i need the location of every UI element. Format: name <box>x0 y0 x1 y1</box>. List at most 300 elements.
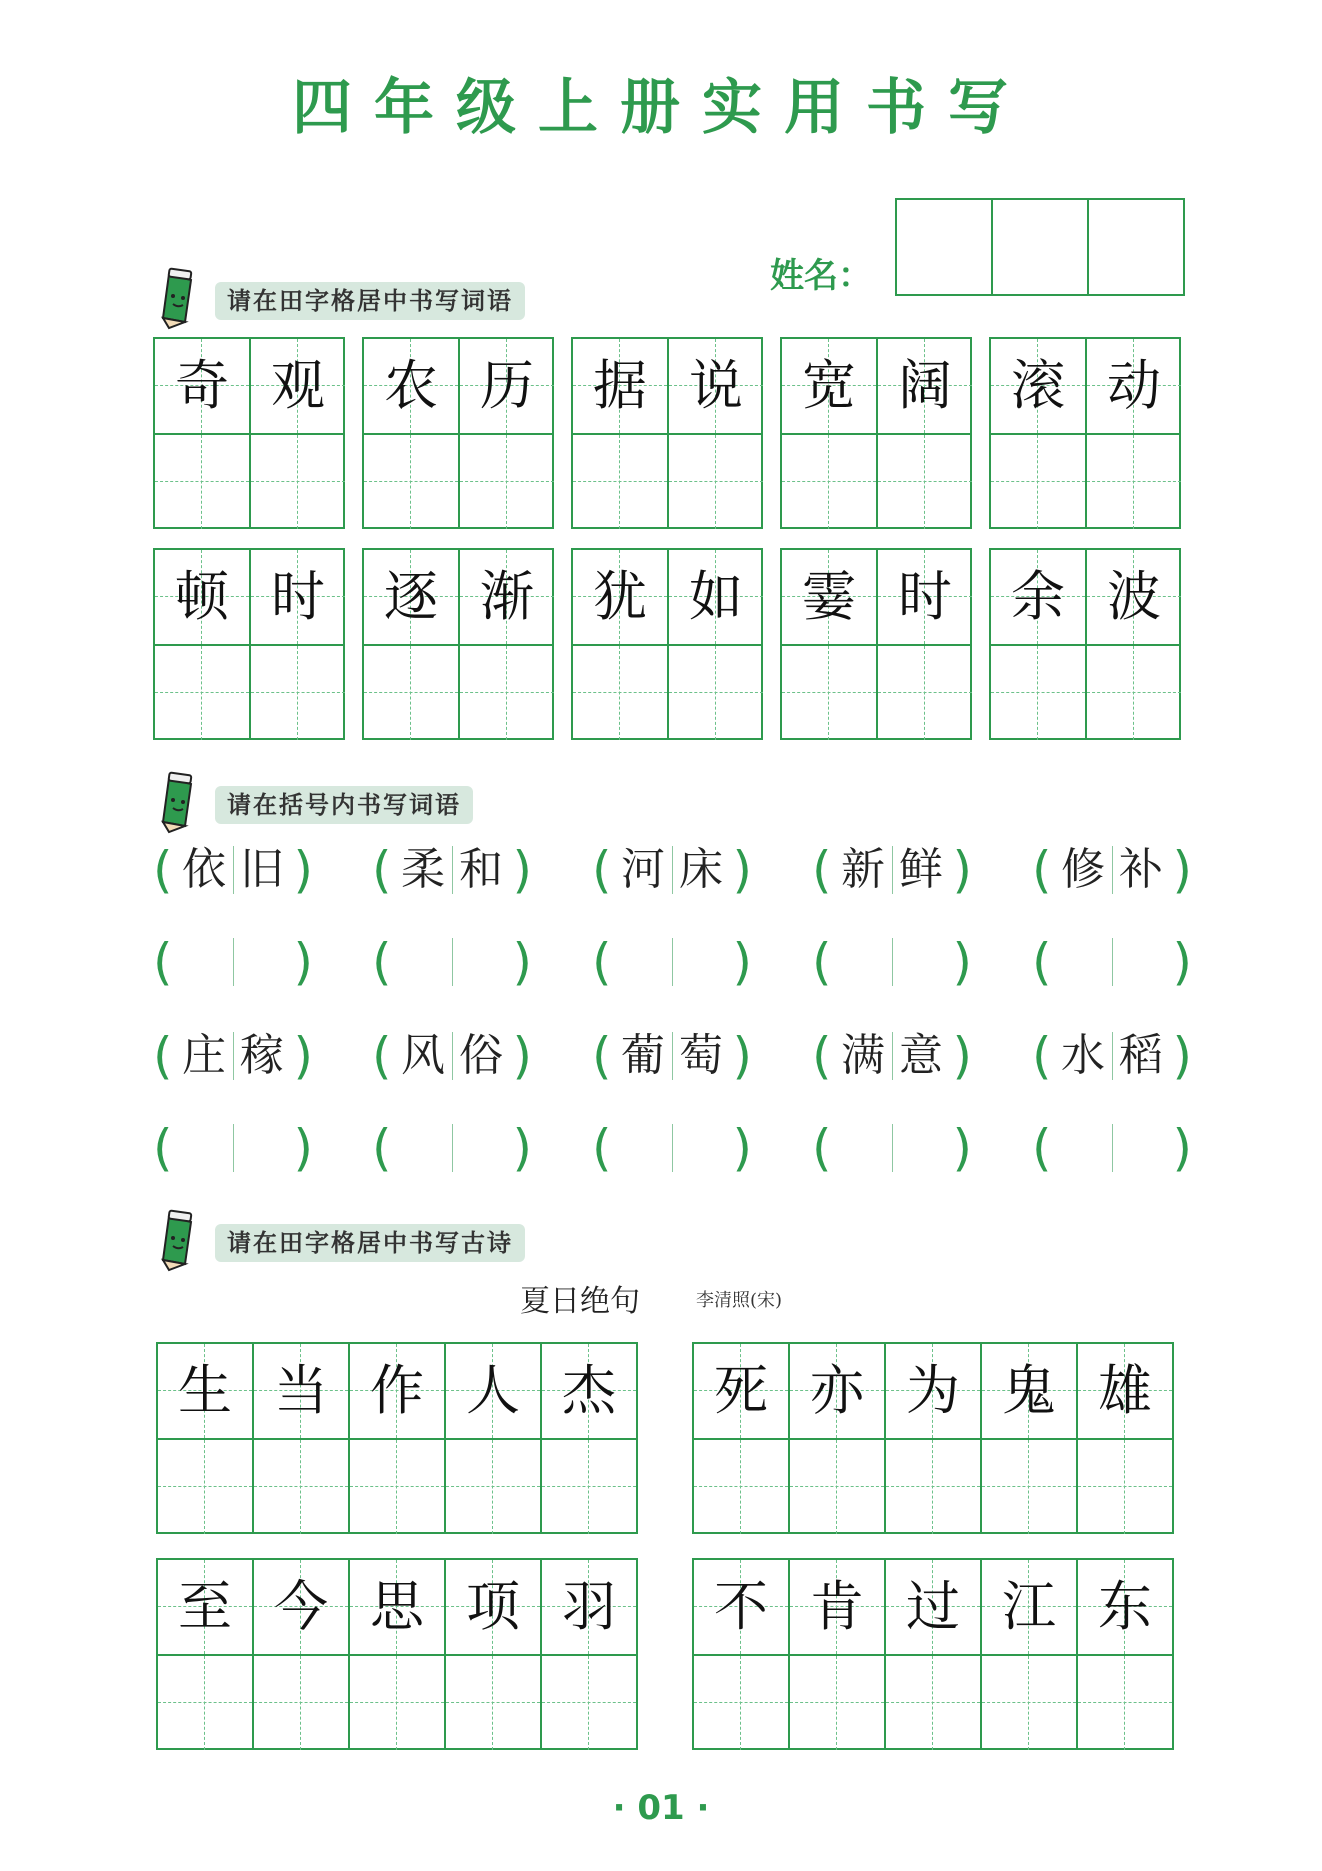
model-character: 顿 <box>175 565 229 628</box>
model-character: 羽 <box>562 1575 616 1638</box>
guide-line <box>886 1702 980 1703</box>
tianzige-cell[interactable] <box>251 550 345 644</box>
guide-line <box>155 481 249 482</box>
tianzige-cell[interactable] <box>878 435 972 529</box>
left-paren: ( <box>592 933 612 991</box>
divider <box>892 1124 893 1172</box>
model-character: 逐 <box>384 565 438 628</box>
word-character: 柔 <box>401 844 445 895</box>
tianzige-cell[interactable] <box>350 1440 444 1534</box>
tianzige-cell[interactable] <box>878 550 972 644</box>
guide-line <box>350 1486 444 1487</box>
guide-line <box>204 1440 205 1534</box>
guide-line <box>201 435 202 529</box>
right-paren: ) <box>512 1119 532 1177</box>
guide-line <box>446 1486 540 1487</box>
tianzige-cell[interactable] <box>446 1656 540 1750</box>
guide-line <box>1078 1702 1172 1703</box>
left-paren: ( <box>592 1119 612 1177</box>
divider <box>672 938 673 986</box>
tianzige-cell[interactable] <box>694 1656 788 1750</box>
right-paren: ) <box>732 933 752 991</box>
tianzige-cell[interactable] <box>982 1656 1076 1750</box>
tianzige-cell[interactable] <box>350 1656 444 1750</box>
tianzige-cell[interactable] <box>251 339 345 433</box>
section-label: 请在括号内书写词语 <box>215 786 473 824</box>
word-character: 依 <box>182 844 226 895</box>
pencil-icon <box>155 770 205 834</box>
poem-author: 李清照(宋) <box>696 1290 783 1311</box>
paren-word <box>592 838 752 902</box>
guide-line <box>446 1702 540 1703</box>
model-character: 肯 <box>810 1575 864 1638</box>
model-character: 思 <box>370 1575 424 1638</box>
guide-line <box>982 1486 1076 1487</box>
divider <box>672 1032 673 1080</box>
tianzige-cell[interactable] <box>542 1440 636 1534</box>
guide-line <box>836 1656 837 1750</box>
guide-line <box>694 1702 788 1703</box>
tianzige-cell[interactable] <box>460 550 554 644</box>
guide-line <box>297 646 298 740</box>
tianzige-cell[interactable] <box>251 435 345 529</box>
guide-line <box>251 481 345 482</box>
model-character: 人 <box>466 1359 520 1422</box>
tianzige-cell[interactable] <box>1078 1560 1172 1654</box>
tianzige-cell[interactable] <box>886 1560 980 1654</box>
guide-line <box>669 481 763 482</box>
model-character: 生 <box>178 1359 232 1422</box>
model-character: 宽 <box>802 354 856 417</box>
tianzige-cell[interactable] <box>886 1344 980 1438</box>
tianzige-cell[interactable] <box>1087 550 1181 644</box>
paren-blank[interactable] <box>592 930 752 994</box>
guide-line <box>1037 435 1038 529</box>
tianzige-cell[interactable] <box>782 550 876 644</box>
divider <box>672 846 673 894</box>
guide-line <box>300 1440 301 1534</box>
guide-line <box>588 1440 589 1534</box>
guide-line <box>297 435 298 529</box>
poem-line-box <box>156 1558 638 1750</box>
guide-line <box>542 1702 636 1703</box>
tianzige-cell[interactable] <box>669 550 763 644</box>
divider <box>1112 1032 1113 1080</box>
model-character: 动 <box>1107 354 1161 417</box>
model-character: 为 <box>906 1359 960 1422</box>
tianzige-cell[interactable] <box>886 1656 980 1750</box>
model-character: 余 <box>1011 565 1065 628</box>
tianzige-cell[interactable] <box>460 339 554 433</box>
word-practice-box <box>362 548 554 740</box>
tianzige-cell[interactable] <box>669 646 763 740</box>
model-character: 东 <box>1098 1575 1152 1638</box>
guide-line <box>396 1656 397 1750</box>
guide-line <box>204 1656 205 1750</box>
word-practice-box <box>780 337 972 529</box>
tianzige-cell[interactable] <box>364 435 458 529</box>
tianzige-cell[interactable] <box>446 1440 540 1534</box>
tianzige-cell[interactable] <box>254 1344 348 1438</box>
left-paren: ( <box>372 841 392 899</box>
guide-line <box>878 481 972 482</box>
tianzige-cell[interactable] <box>542 1560 636 1654</box>
word-character: 庄 <box>182 1030 226 1081</box>
tianzige-cell[interactable] <box>155 646 249 740</box>
tianzige-cell[interactable] <box>254 1560 348 1654</box>
right-paren: ) <box>732 841 752 899</box>
word-character: 满 <box>841 1030 885 1081</box>
model-character: 农 <box>384 354 438 417</box>
tianzige-cell[interactable] <box>1078 1656 1172 1750</box>
tianzige-cell[interactable] <box>790 1440 884 1534</box>
tianzige-cell[interactable] <box>669 339 763 433</box>
divider <box>452 1032 453 1080</box>
tianzige-cell[interactable] <box>982 1440 1076 1534</box>
tianzige-cell[interactable] <box>460 435 554 529</box>
right-paren: ) <box>293 1027 313 1085</box>
tianzige-cell[interactable] <box>991 646 1085 740</box>
tianzige-cell[interactable] <box>782 339 876 433</box>
model-character: 至 <box>178 1575 232 1638</box>
guide-line <box>1037 646 1038 740</box>
tianzige-cell[interactable] <box>669 435 763 529</box>
divider <box>233 1124 234 1172</box>
divider <box>233 846 234 894</box>
guide-line <box>573 692 667 693</box>
guide-line <box>828 646 829 740</box>
tianzige-cell[interactable] <box>982 1344 1076 1438</box>
guide-line <box>492 1656 493 1750</box>
left-paren: ( <box>812 1119 832 1177</box>
left-paren: ( <box>153 1027 173 1085</box>
section-label: 请在田字格居中书写古诗 <box>215 1224 525 1262</box>
tianzige-cell[interactable] <box>782 646 876 740</box>
word-character: 稼 <box>240 1030 284 1081</box>
tianzige-cell[interactable] <box>542 1656 636 1750</box>
tianzige-cell[interactable] <box>446 1560 540 1654</box>
tianzige-cell[interactable] <box>158 1440 252 1534</box>
divider <box>672 1124 673 1172</box>
word-practice-box <box>153 337 345 529</box>
left-paren: ( <box>372 1119 392 1177</box>
tianzige-cell[interactable] <box>573 435 667 529</box>
word-character: 床 <box>679 844 723 895</box>
tianzige-cell[interactable] <box>158 1560 252 1654</box>
right-paren: ) <box>293 1119 313 1177</box>
guide-line <box>669 692 763 693</box>
tianzige-cell[interactable] <box>982 1560 1076 1654</box>
divider <box>233 938 234 986</box>
tianzige-cell[interactable] <box>1087 339 1181 433</box>
paren-blank[interactable] <box>153 1116 313 1180</box>
word-character: 补 <box>1119 844 1163 895</box>
guide-line <box>715 435 716 529</box>
right-paren: ) <box>732 1119 752 1177</box>
model-character: 波 <box>1107 565 1161 628</box>
paren-blank[interactable] <box>812 1116 972 1180</box>
tianzige-cell[interactable] <box>991 550 1085 644</box>
word-character: 萄 <box>679 1030 723 1081</box>
model-character: 奇 <box>175 354 229 417</box>
model-character: 霎 <box>802 565 856 628</box>
right-paren: ) <box>512 1027 532 1085</box>
paren-word <box>592 1024 752 1088</box>
left-paren: ( <box>1032 841 1052 899</box>
paren-word <box>1032 1024 1192 1088</box>
guide-line <box>1078 1486 1172 1487</box>
paren-word <box>812 1024 972 1088</box>
poem-line-box <box>156 1342 638 1534</box>
guide-line <box>694 1486 788 1487</box>
tianzige-cell[interactable] <box>155 435 249 529</box>
guide-line <box>740 1440 741 1534</box>
guide-line <box>1028 1656 1029 1750</box>
tianzige-cell[interactable] <box>694 1560 788 1654</box>
divider <box>1112 1124 1113 1172</box>
guide-line <box>619 435 620 529</box>
tianzige-cell[interactable] <box>694 1440 788 1534</box>
model-character: 亦 <box>810 1359 864 1422</box>
tianzige-cell[interactable] <box>886 1440 980 1534</box>
guide-line <box>350 1702 444 1703</box>
paren-blank[interactable] <box>372 930 532 994</box>
paren-word <box>372 1024 532 1088</box>
guide-line <box>1133 435 1134 529</box>
left-paren: ( <box>372 1027 392 1085</box>
pencil-icon <box>155 266 205 330</box>
model-character: 鬼 <box>1002 1359 1056 1422</box>
tianzige-cell[interactable] <box>1087 646 1181 740</box>
tianzige-cell[interactable] <box>573 339 667 433</box>
right-paren: ) <box>732 1027 752 1085</box>
paren-blank[interactable] <box>372 1116 532 1180</box>
left-paren: ( <box>153 841 173 899</box>
paren-blank[interactable] <box>1032 1116 1192 1180</box>
divider <box>452 938 453 986</box>
tianzige-cell[interactable] <box>878 339 972 433</box>
tianzige-cell[interactable] <box>155 339 249 433</box>
right-paren: ) <box>512 933 532 991</box>
left-paren: ( <box>153 933 173 991</box>
right-paren: ) <box>952 933 972 991</box>
model-character: 说 <box>689 354 743 417</box>
word-practice-box <box>571 337 763 529</box>
guide-line <box>492 1440 493 1534</box>
guide-line <box>790 1486 884 1487</box>
guide-line <box>1087 692 1181 693</box>
word-practice-box <box>989 337 1181 529</box>
model-character: 江 <box>1002 1575 1056 1638</box>
model-character: 不 <box>714 1575 768 1638</box>
tianzige-cell[interactable] <box>350 1344 444 1438</box>
guide-line <box>828 435 829 529</box>
right-paren: ) <box>1172 1119 1192 1177</box>
model-character: 渐 <box>480 565 534 628</box>
divider <box>1112 846 1113 894</box>
paren-blank[interactable] <box>153 930 313 994</box>
right-paren: ) <box>1172 1027 1192 1085</box>
guide-line <box>619 646 620 740</box>
paren-word <box>372 838 532 902</box>
tianzige-cell[interactable] <box>991 339 1085 433</box>
tianzige-cell[interactable] <box>694 1344 788 1438</box>
tianzige-cell[interactable] <box>254 1656 348 1750</box>
model-character: 滚 <box>1011 354 1065 417</box>
paren-word <box>153 838 313 902</box>
word-character: 葡 <box>621 1030 665 1081</box>
guide-line <box>588 1656 589 1750</box>
divider <box>1112 938 1113 986</box>
divider <box>892 1032 893 1080</box>
tianzige-cell[interactable] <box>158 1344 252 1438</box>
poem-line-box <box>692 1558 1174 1750</box>
divider <box>452 1124 453 1172</box>
guide-line <box>460 692 554 693</box>
guide-line <box>201 646 202 740</box>
tianzige-cell[interactable] <box>460 646 554 740</box>
word-character: 河 <box>621 844 665 895</box>
word-character: 旧 <box>240 844 284 895</box>
model-character: 雄 <box>1098 1359 1152 1422</box>
left-paren: ( <box>1032 1119 1052 1177</box>
name-box[interactable] <box>895 198 993 296</box>
name-box[interactable] <box>1087 198 1185 296</box>
guide-line <box>878 692 972 693</box>
guide-line <box>886 1486 980 1487</box>
model-character: 今 <box>274 1575 328 1638</box>
guide-line <box>506 646 507 740</box>
model-character: 据 <box>593 354 647 417</box>
model-character: 犹 <box>593 565 647 628</box>
tianzige-cell[interactable] <box>1078 1344 1172 1438</box>
guide-line <box>982 1702 1076 1703</box>
tianzige-cell[interactable] <box>1078 1440 1172 1534</box>
tianzige-cell[interactable] <box>251 646 345 740</box>
tianzige-cell[interactable] <box>158 1656 252 1750</box>
word-practice-box <box>153 548 345 740</box>
guide-line <box>460 481 554 482</box>
page-title: 四年级上册实用书写 <box>292 73 1030 143</box>
right-paren: ) <box>512 841 532 899</box>
model-character: 如 <box>689 565 743 628</box>
guide-line <box>836 1440 837 1534</box>
tianzige-cell[interactable] <box>254 1440 348 1534</box>
guide-line <box>410 646 411 740</box>
model-character: 当 <box>274 1359 328 1422</box>
tianzige-cell[interactable] <box>1087 435 1181 529</box>
tianzige-cell[interactable] <box>878 646 972 740</box>
guide-line <box>573 481 667 482</box>
tianzige-cell[interactable] <box>350 1560 444 1654</box>
word-practice-box <box>989 548 1181 740</box>
guide-line <box>1124 1440 1125 1534</box>
guide-line <box>364 692 458 693</box>
left-paren: ( <box>592 841 612 899</box>
divider <box>452 846 453 894</box>
tianzige-cell[interactable] <box>364 646 458 740</box>
tianzige-cell[interactable] <box>446 1344 540 1438</box>
paren-blank[interactable] <box>1032 930 1192 994</box>
name-box[interactable] <box>991 198 1089 296</box>
guide-line <box>364 481 458 482</box>
word-character: 水 <box>1061 1030 1105 1081</box>
guide-line <box>254 1702 348 1703</box>
model-character: 时 <box>898 565 952 628</box>
right-paren: ) <box>1172 933 1192 991</box>
section-label: 请在田字格居中书写词语 <box>215 282 525 320</box>
guide-line <box>410 435 411 529</box>
model-character: 历 <box>480 354 534 417</box>
guide-line <box>790 1702 884 1703</box>
paren-word <box>1032 838 1192 902</box>
word-character: 意 <box>899 1030 943 1081</box>
guide-line <box>932 1656 933 1750</box>
right-paren: ) <box>952 841 972 899</box>
paren-word <box>812 838 972 902</box>
tianzige-cell[interactable] <box>364 339 458 433</box>
guide-line <box>991 692 1085 693</box>
word-character: 新 <box>841 844 885 895</box>
guide-line <box>782 692 876 693</box>
tianzige-cell[interactable] <box>542 1344 636 1438</box>
tianzige-cell[interactable] <box>573 646 667 740</box>
tianzige-cell[interactable] <box>573 550 667 644</box>
word-character: 修 <box>1061 844 1105 895</box>
model-character: 死 <box>714 1359 768 1422</box>
tianzige-cell[interactable] <box>790 1344 884 1438</box>
guide-line <box>506 435 507 529</box>
tianzige-cell[interactable] <box>991 435 1085 529</box>
name-boxes[interactable] <box>897 198 1185 296</box>
right-paren: ) <box>952 1119 972 1177</box>
guide-line <box>1087 481 1181 482</box>
paren-word <box>153 1024 313 1088</box>
tianzige-cell[interactable] <box>790 1560 884 1654</box>
guide-line <box>254 1486 348 1487</box>
guide-line <box>715 646 716 740</box>
model-character: 阔 <box>898 354 952 417</box>
guide-line <box>924 646 925 740</box>
left-paren: ( <box>1032 1027 1052 1085</box>
word-character: 俗 <box>459 1030 503 1081</box>
word-character: 风 <box>401 1030 445 1081</box>
model-character: 杰 <box>562 1359 616 1422</box>
right-paren: ) <box>1172 841 1192 899</box>
paren-blank[interactable] <box>812 930 972 994</box>
word-practice-box <box>780 548 972 740</box>
guide-line <box>396 1440 397 1534</box>
tianzige-cell[interactable] <box>364 550 458 644</box>
model-character: 项 <box>466 1575 520 1638</box>
guide-line <box>155 692 249 693</box>
poem-title: 夏日绝句 <box>520 1284 640 1319</box>
guide-line <box>300 1656 301 1750</box>
guide-line <box>251 692 345 693</box>
pencil-icon <box>155 1208 205 1272</box>
guide-line <box>991 481 1085 482</box>
tianzige-cell[interactable] <box>155 550 249 644</box>
paren-blank[interactable] <box>592 1116 752 1180</box>
tianzige-cell[interactable] <box>782 435 876 529</box>
left-paren: ( <box>812 933 832 991</box>
right-paren: ) <box>952 1027 972 1085</box>
right-paren: ) <box>293 933 313 991</box>
word-character: 鲜 <box>899 844 943 895</box>
divider <box>892 938 893 986</box>
left-paren: ( <box>812 1027 832 1085</box>
tianzige-cell[interactable] <box>790 1656 884 1750</box>
